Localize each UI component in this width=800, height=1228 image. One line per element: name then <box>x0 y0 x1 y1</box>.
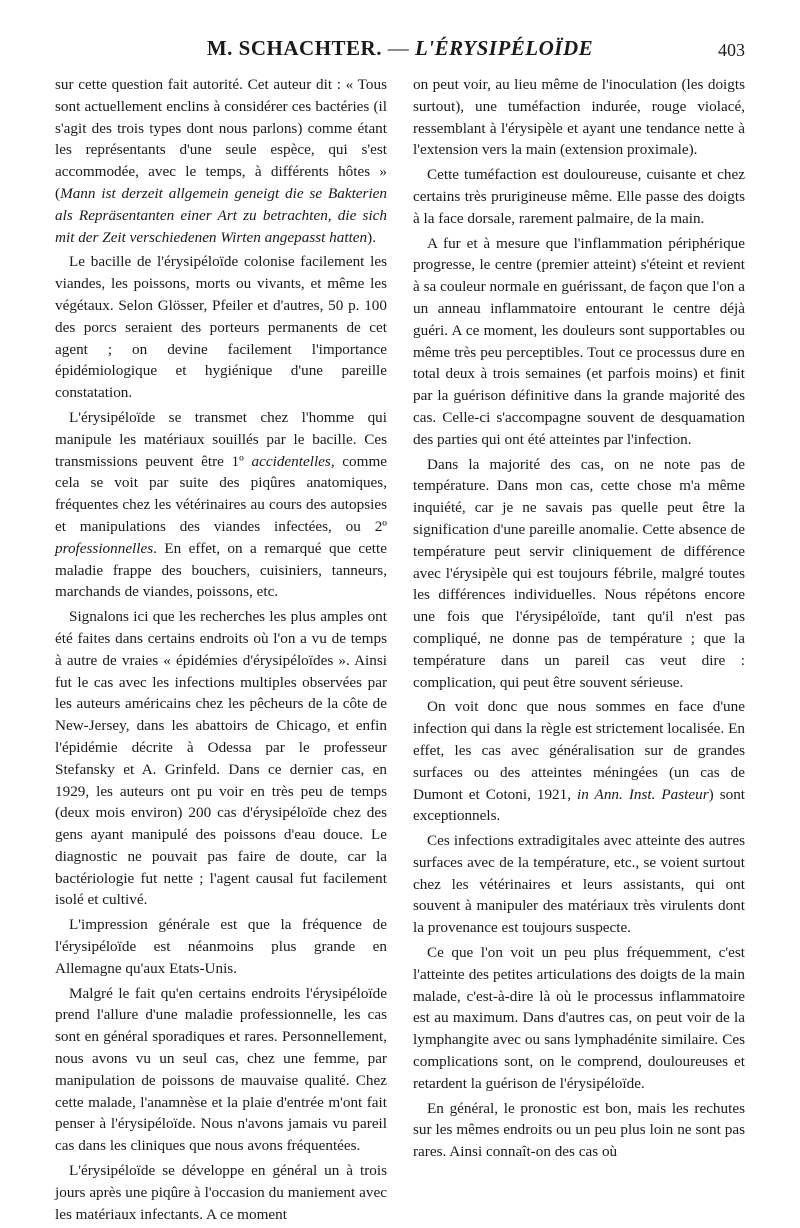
italic-text: professionnelles <box>55 539 154 557</box>
paragraph <box>413 942 745 1095</box>
paragraph <box>55 74 387 248</box>
text-run: Ces infections extradigitales avec atteinte des autres surfaces avec de la température, etc., se voient surtout chez les vétérinaires et leurs assistants, qui ont souvent à manipuler des matériaux très virulents dont la provenance est toujours suspecte. <box>413 832 745 937</box>
text-run: Malgré le fait qu'en certains endroits l'érysipéloïde prend l'allure d'une maladie professionnelle, les cas sont en général sporadiques et rares. Personnellement, nous avons vu un seul cas, chez une femme, par manipulation de poissons de mauvaise qualité. Chez cette malade, l'anamnèse et la plaie d'entrée m'ont fait penser à l'érysipéloïde. Nous n'avons jamais vu pareil cas dans les cliniques que nous avons fréquentées. <box>55 984 387 1155</box>
text-run: ) sont exceptionnels. <box>413 785 746 825</box>
text-run: sur cette question fait autorité. Cet auteur dit : « Tous sont actuellement enclins à considérer ces bactéries (il s'agit des trois types dont nous parlons) comme étant les représentants d'une seule espèce, qui s'est accommodée, avec le temps, à différents hôtes » ( <box>55 76 387 202</box>
text-run: Ce que l'on voit un peu plus fréquemment, c'est l'atteinte des petites articulations des doigts de la main malade, c'est-à-dire là où le processus inflammatoire est au maximum. Dans d'autres cas, on peut voir de la lymphangite avec ou sans lymphadénite similaire. Ces complications sont, on le comprend, douloureuses et retardent la guérison de l'érysipéloïde. <box>413 944 745 1092</box>
paragraph <box>413 1098 745 1163</box>
text-run: Signalons ici que les recherches les plus amples ont été faites dans certains endroits où l'on a vu de temps à autre de vraies « épidémies d'érysipéloïdes ». Ainsi fut le cas avec les infections multiples observées par les auteurs américains chez les pêcheurs de la côte de New-Jersey, dans les abattoirs de Chicago, et enfin l'épidémie décrite à Odessa par le professeur Stefansky et A. Grinfeld. Dans ce dernier cas, en 1929, les auteurs ont pu voir en très peu de temps (deux mois environ) 200 cas d'érysipéloïde chez des gens ayant manipulé des poissons d'eau douce. Le diagnostic ne pouvait pas faire de doute, car la bactériologie fut nette ; l'agent causal fut facilement isolé et cultivé. <box>55 608 387 909</box>
paragraph <box>413 696 745 827</box>
italic-text: accidentelles <box>251 452 331 470</box>
paragraph <box>55 606 387 911</box>
paragraph <box>55 407 387 603</box>
running-header <box>55 36 745 66</box>
text-run: , comme cela se voit par suite des piqûres anatomiques, fréquentes chez les vétérinaires au cours des autopsies et manipulations des viandes infectées, ou 2º <box>55 452 388 535</box>
text-run: En général, le pronostic est bon, mais les rechutes sur les mêmes endroits ou un peu plus loin ne sont pas rares. Ainsi connaît-on des cas où <box>413 1099 745 1161</box>
text-run: Dans la majorité des cas, on ne note pas de température. Dans mon cas, cette chose m'a même inquiété, car je ne savais pas quelle peut être la signification d'une pareille anomalie. Cette absence de température peut servir cliniquement de différence avec l'érysipèle qui est toujours fébrile, malgré toutes les différences individuelles. Nous répétons encore une fois que l'érysipéloïde, tant qu'il n'est pas compliqué, ne donne pas de température ; que la température dans un pareil cas veut dire : complication, qui peut être souvent sérieuse. <box>413 455 745 691</box>
text-run: ). <box>367 228 376 246</box>
paragraph <box>413 233 745 451</box>
text-run: L'érysipéloïde se transmet chez l'homme qui manipule les matériaux souillés par le bacille. Ces transmissions peuvent être 1º <box>55 408 387 470</box>
text-run: Le bacille de l'érysipéloïde colonise facilement les viandes, les poissons, morts ou vivants, et même les végétaux. Selon Glösser, Pfeiler et d'autres, 50 p. 100 des porcs seraient des porteurs permanents de cet agent ; on devine facilement l'importance épidémiologique et hygiénique d'une pareille constatation. <box>55 253 387 402</box>
paragraph <box>413 164 745 229</box>
body-columns <box>55 74 745 1228</box>
paragraph <box>413 830 745 939</box>
paragraph <box>55 1160 387 1225</box>
paragraph <box>413 454 745 694</box>
text-run: A fur et à mesure que l'inflammation périphérique progresse, le centre (premier atteint) s'éteint et revient à sa couleur normale en guérissant, de façon que l'on a un anneau inflammatoire entourant le centre déjà guéri. A ce moment, les douleurs sont supportables ou même très peu perceptibles. Tout ce processus dure en total deux à trois semaines (et parfois moins) et finit par la guérison définitive dans la grande majorité des cas. Celle-ci s'accompagne souvent de desquamation des parties qui ont été atteintes par l'infection. <box>413 234 745 448</box>
text-run: L'érysipéloïde se développe en général un à trois jours après une piqûre à l'occasion du maniement avec les matériaux infectants. A ce moment <box>55 1162 387 1223</box>
paragraph <box>55 914 387 979</box>
left-column <box>55 74 387 1228</box>
page <box>55 36 746 1223</box>
text-run: on peut voir, au lieu même de l'inoculation (les doigts surtout), une tuméfaction indurée, rouge violacé, ressemblant à l'érysipèle et ayant une tendance nette à l'extension vers la main (extension proximale). <box>413 76 745 159</box>
paragraph <box>55 251 387 404</box>
text-run: . En effet, on a remarqué que cette maladie frappe des bouchers, cuisiniers, tanneurs, marchands de viandes, poissons, etc. <box>55 539 387 601</box>
header-author: M. SCHACHTER. <box>206 36 382 60</box>
right-column <box>413 74 745 1228</box>
text-run: On voit donc que nous sommes en face d'une infection qui dans la règle est strictement localisée. En effet, les cas avec généralisation sur de grandes surfaces ou des atteintes méningées (un cas de Dumont et Cotoni, 1921, <box>413 698 745 803</box>
page-number: 403 <box>718 40 745 60</box>
paragraph <box>413 74 745 161</box>
paragraph <box>55 983 387 1157</box>
header-title: L'ÉRYSIPÉLOÏDE <box>414 36 594 60</box>
text-run: L'impression générale est que la fréquence de l'érysipéloïde est néanmoins plus grande en Allemagne qu'aux Etats-Unis. <box>55 916 387 977</box>
italic-text: in Ann. Inst. Pasteur <box>577 785 709 803</box>
header-dash: — <box>381 36 415 60</box>
text-run: Cette tuméfaction est douloureuse, cuisante et chez certains très prurigineuse même. Elle passe des doigts à la face dorsale, rarement palmaire, de la main. <box>413 166 745 227</box>
italic-text: Mann ist derzeit allgemein geneigt die se Bakterien als Repräsentanten einer Art zu betrachten, die sich mit der Zeit verschiedenen Wirten angepasst hatten <box>55 184 387 246</box>
